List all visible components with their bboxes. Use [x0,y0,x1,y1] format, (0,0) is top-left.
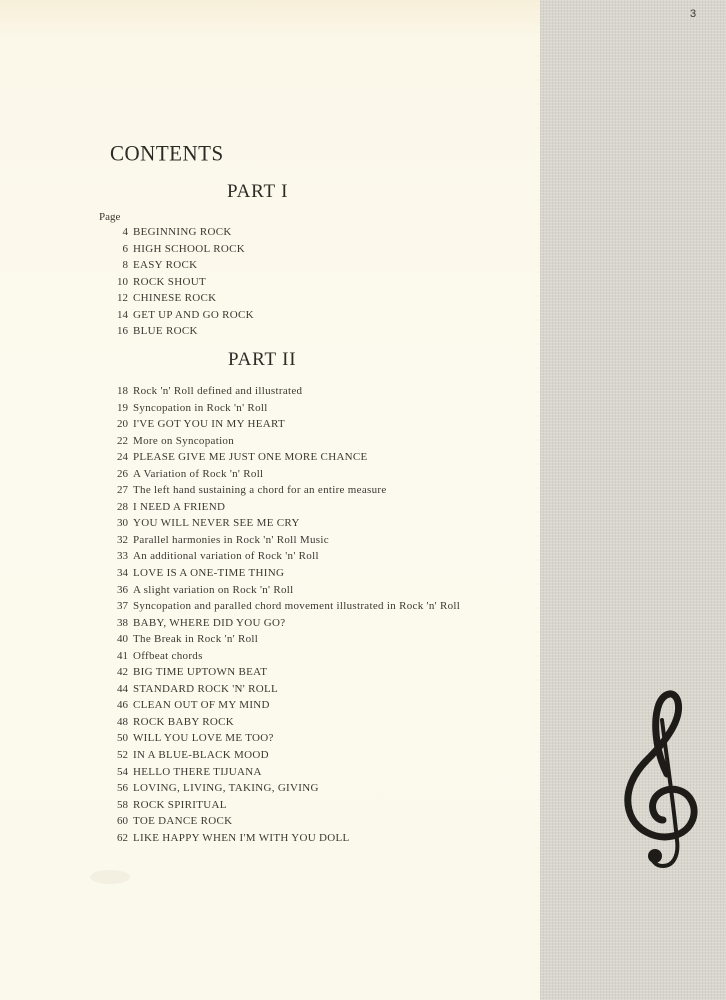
toc-entry-title: ROCK BABY ROCK [133,715,234,728]
toc-entry [100,307,254,324]
part-1-heading: PART I [227,181,289,202]
toc-entry [100,257,254,274]
toc-entry-title: EASY ROCK [133,259,198,272]
toc-entry-title: A slight variation on Rock 'n' Roll [133,583,294,596]
toc-entry-title: PLEASE GIVE ME JUST ONE MORE CHANCE [133,451,368,464]
toc-entry-title: BLUE ROCK [133,325,198,338]
contents-title: CONTENTS [110,140,224,166]
toc-entry-title: Syncopation in Rock 'n' Roll [133,401,268,414]
toc-entry-title: CLEAN OUT OF MY MIND [133,699,270,712]
toc-entry-title: The Break in Rock 'n' Roll [133,633,259,646]
toc-entry [100,714,460,731]
toc-entry [100,383,460,400]
toc-page-number: 24 [117,451,128,464]
toc-entry-title: Rock 'n' Roll defined and illustrated [133,385,303,397]
toc-entry-title: LIKE HAPPY WHEN I'M WITH YOU DOLL [133,831,350,844]
toc-entry-title: LOVE IS A ONE-TIME THING [133,567,285,580]
toc-entry [100,416,460,433]
toc-entry [100,241,254,258]
toc-entry-title: ROCK SHOUT [133,275,206,288]
toc-page-number: 48 [117,715,128,728]
paper-stain [90,870,130,884]
toc-entry [100,764,460,781]
toc-page-number: 60 [117,815,128,828]
toc-page-number: 6 [122,242,128,255]
toc-entry-title: LOVING, LIVING, TAKING, GIVING [133,782,319,795]
part-2-heading: PART II [228,349,297,370]
toc-entry-title: Syncopation and paralled chord movement illustrated in Rock 'n' Roll [133,600,461,613]
toc-entry-title: ROCK SPIRITUAL [133,798,227,811]
toc-entry-title: CHINESE ROCK [133,292,217,305]
toc-entry [100,565,460,582]
toc-entry [100,323,254,340]
toc-page-number: 14 [117,308,128,321]
toc-entry [100,548,460,565]
toc-entry [100,664,460,681]
toc-page-number: 34 [117,567,128,580]
toc-entry [100,274,254,291]
toc-entry-title: STANDARD ROCK 'N' ROLL [133,682,279,695]
toc-page-number: 32 [117,533,128,546]
toc-page-number: 44 [117,682,128,695]
toc-entry [100,631,460,648]
toc-page-number: 4 [122,226,128,238]
toc-entry-title: A Variation of Rock 'n' Roll [133,467,264,480]
treble-clef-icon [615,690,705,872]
toc-entry-title: HIGH SCHOOL ROCK [133,242,245,255]
toc-entry-title: I NEED A FRIEND [133,500,226,513]
toc-entry [100,224,254,241]
toc-page-number: 22 [117,434,128,447]
toc-entry [100,730,460,747]
toc-entry [100,466,460,483]
toc-entry [100,615,460,632]
toc-entry [100,830,460,847]
toc-entry [100,290,254,307]
toc-page-number: 10 [117,275,128,288]
toc-page-number: 18 [117,385,128,397]
toc-entry [100,681,460,698]
toc-entry-title: Parallel harmonies in Rock 'n' Roll Music [133,533,329,546]
toc-entry-title: An additional variation of Rock 'n' Roll [133,550,319,563]
toc-entry-title: BEGINNING ROCK [133,226,232,238]
toc-page-number: 46 [117,699,128,712]
page-column-label: Page [99,211,121,223]
part-2-list [100,383,460,846]
toc-entry [100,433,460,450]
toc-page-number: 54 [117,765,128,778]
toc-page-number: 20 [117,418,128,431]
toc-page-number: 37 [117,600,128,613]
toc-entry-title: GET UP AND GO ROCK [133,308,254,321]
toc-entry [100,797,460,814]
toc-page-number: 58 [117,798,128,811]
toc-page-number: 12 [117,292,128,305]
toc-page-number: 40 [117,633,128,646]
toc-page-number: 16 [117,325,128,338]
toc-entry [100,813,460,830]
toc-page-number: 41 [117,649,128,662]
part-1-list [100,224,254,340]
toc-entry [100,482,460,499]
toc-entry [100,747,460,764]
toc-entry-title: WILL YOU LOVE ME TOO? [133,732,274,745]
toc-page-number: 38 [117,616,128,629]
toc-entry-title: TOE DANCE ROCK [133,815,233,828]
toc-page-number: 50 [117,732,128,745]
toc-page-number: 27 [117,484,128,497]
toc-entry-title: BABY, WHERE DID YOU GO? [133,616,286,629]
toc-entry-title: Offbeat chords [133,649,203,662]
toc-entry [100,697,460,714]
toc-entry [100,515,460,532]
toc-entry [100,532,460,549]
toc-page-number: 36 [117,583,128,596]
toc-entry-title: YOU WILL NEVER SEE ME CRY [133,517,300,530]
toc-entry [100,598,460,615]
toc-entry-title: HELLO THERE TIJUANA [133,765,262,778]
toc-entry [100,780,460,797]
toc-page-number: 26 [117,467,128,480]
toc-entry [100,449,460,466]
toc-page-number: 52 [117,749,128,762]
toc-page-number: 42 [117,666,128,679]
toc-entry [100,499,460,516]
toc-page-number: 33 [117,550,128,563]
page-number: 3 [690,8,697,20]
toc-entry-title: The left hand sustaining a chord for an entire measure [133,484,387,497]
toc-page-number: 19 [117,401,128,414]
toc-page-number: 8 [122,259,128,272]
toc-entry [100,582,460,599]
toc-entry-title: More on Syncopation [133,434,235,447]
toc-entry-title: IN A BLUE-BLACK MOOD [133,749,269,762]
toc-page-number: 62 [117,831,128,844]
toc-page-number: 30 [117,517,128,530]
toc-entry [100,648,460,665]
toc-page-number: 28 [117,500,128,513]
toc-entry [100,400,460,417]
toc-entry-title: I'VE GOT YOU IN MY HEART [133,418,286,431]
toc-page-number: 56 [117,782,128,795]
toc-entry-title: BIG TIME UPTOWN BEAT [133,666,268,679]
